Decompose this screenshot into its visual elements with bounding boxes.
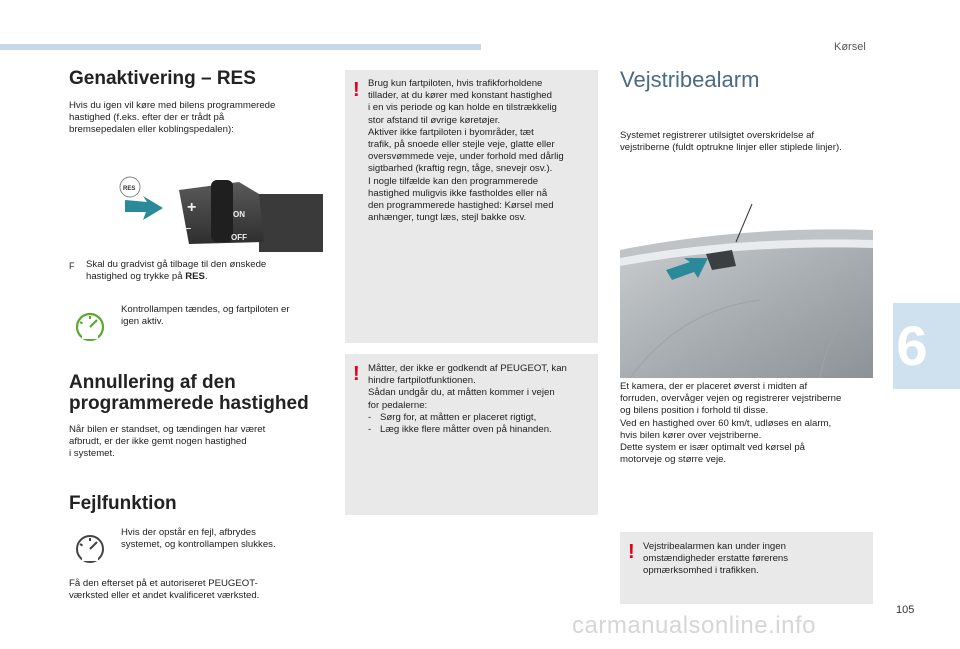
- cruise-control-lamp-icon: [73, 310, 107, 344]
- cruise-control-stalk-illustration: [119, 172, 323, 252]
- minus-label: –: [183, 219, 191, 235]
- step-text: Skal du gradvist gå tilbage til den ønskede hastighed og trykke på RES.: [86, 259, 267, 283]
- list-item: - Læg ikke flere måtter oven på hinanden.: [368, 424, 552, 436]
- warning-text-floor-mats: Måtter, der ikke er godkendt af PEUGEOT, kan hindre fartpilotfunktionen. Sådan undgår du, at måtten kommer i vejen for pedalerne: - Sørg for, at måtten er placeret rigtigt, - Læg ikke flere måtter oven på hinanden.: [368, 363, 594, 436]
- windshield-camera-illustration: [620, 200, 873, 378]
- lane-alarm-body: Et kamera, der er placeret øverst i midten af forruden, overvåger vejen og registrerer vejstriberne og bilens position i forhold til disse. Ved en hastighed over 60 km/t, udløses en alarm, hvis bilen kører over vejstriberne. Dette system er især optimalt ved kørsel på motorveje og større veje.: [620, 381, 842, 466]
- warning-text-cruise-use: Brug kun fartpiloten, hvis trafikforholdene tillader, at du kører med konstant hastighed i en vis periode og kan holde en tilstrækkelig stor afstand til øvrige køretøjer. Aktiver ikke fartpiloten i byområder, tæt trafik, på snoede eller stejle veje, glatte eller oversvømmede veje, under forhold med dårlig sigtbarhed (kraftig regn, tåge, snevejr osv.). I nogle tilfælde kan den programmerede hastighed muligvis ikke fastholdes eller nå den programmerede hastighed: Kørsel med anhænger, tungt læs, stejl bakke osv.: [368, 78, 564, 224]
- warning-text-lane-alarm: Vejstribealarmen kan under ingen omstændigheder erstatte førerens opmærksomhed i trafikken.: [643, 541, 789, 577]
- warning-exclamation-icon: !: [628, 541, 635, 563]
- fault-lamp-text: Hvis der opstår en fejl, afbrydes systemet, og kontrollampen slukkes.: [121, 527, 276, 551]
- header-bar: [0, 44, 481, 50]
- cancel-title: Annullering af den programmerede hastighed: [69, 372, 309, 414]
- warning-box-lane-alarm: [620, 532, 873, 604]
- section-label: Kørsel: [834, 41, 866, 53]
- fault-title: Fejlfunktion: [69, 493, 177, 514]
- chapter-number: 6: [896, 314, 928, 377]
- res-callout-label: RES: [123, 186, 136, 192]
- step-bullet: F: [69, 261, 75, 271]
- res-intro: Hvis du igen vil køre med bilens programmerede hastighed (f.eks. efter der er trådt på bremsepedalen eller koblingspedalen):: [69, 100, 276, 136]
- off-label: OFF: [231, 233, 247, 242]
- cruise-control-off-lamp-icon: [73, 532, 107, 566]
- warning-box-cruise-use: [345, 70, 598, 343]
- watermark: carmanualsonline.info: [572, 612, 816, 639]
- res-title: Genaktivering – RES: [69, 68, 256, 89]
- lane-alarm-title: Vejstribealarm: [620, 67, 760, 92]
- warning-exclamation-icon: !: [353, 363, 360, 385]
- list-item: - Sørg for, at måtten er placeret rigtigt,: [368, 411, 537, 423]
- warning-exclamation-icon: !: [353, 79, 360, 101]
- cancel-text: Når bilen er standset, og tændingen har været afbrudt, er der ikke gemt nogen hastighed i systemet.: [69, 424, 266, 460]
- chapter-tab: [893, 303, 960, 389]
- lane-alarm-intro: Systemet registrerer utilsigtet overskridelse af vejstriberne (fuldt optrukne linjer eller stiplede linjer).: [620, 130, 842, 154]
- fault-text: Få den efterset på et autoriseret PEUGEOT- værksted eller et andet kvalificeret værksted.: [69, 578, 260, 602]
- warning-box-floor-mats: [345, 354, 598, 515]
- plus-label: +: [187, 199, 197, 216]
- on-label: ON: [233, 210, 245, 219]
- lamp-text: Kontrollampen tændes, og fartpiloten er igen aktiv.: [121, 304, 290, 328]
- page-number: 105: [896, 604, 915, 616]
